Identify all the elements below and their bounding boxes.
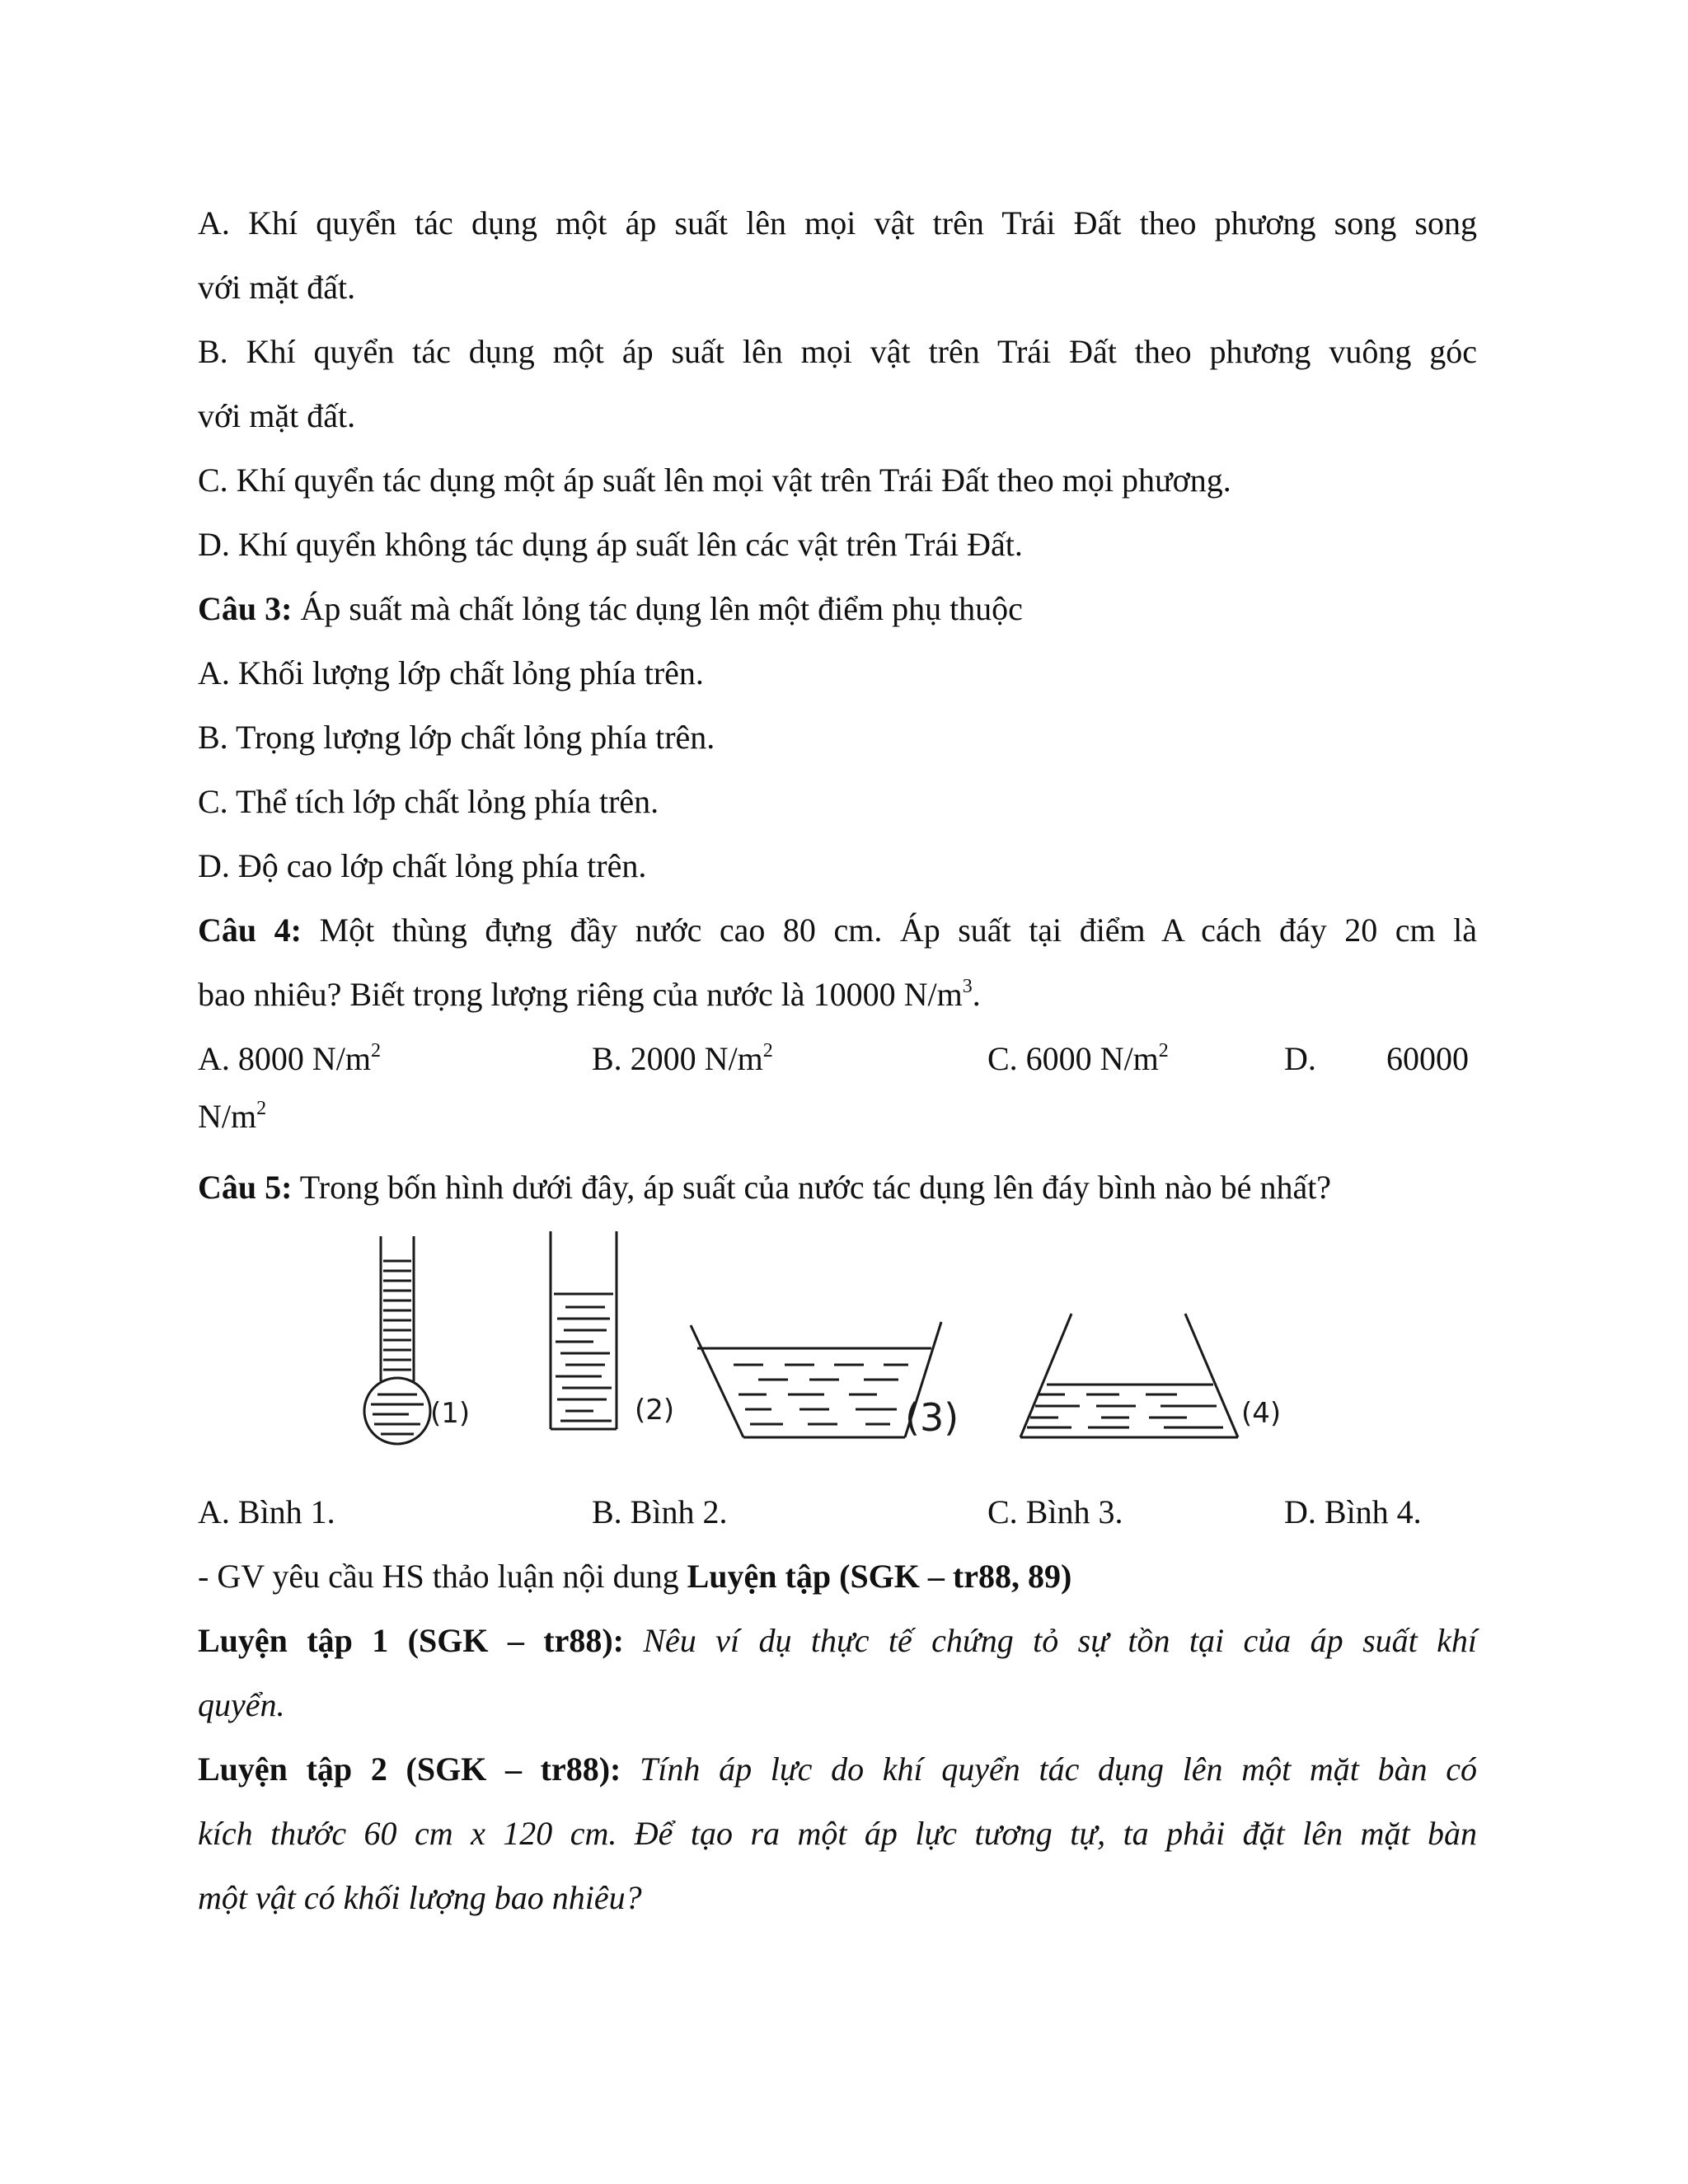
- q5-option-c: C. Bình 3.: [987, 1493, 1123, 1530]
- q3-question: [198, 577, 1477, 641]
- q4-text-line1: Một thùng đựng đầy nước cao 80 cm. Áp suất tại điểm A cách đáy 20 cm là: [301, 912, 1478, 949]
- q4-option-d-unit-text: N/m: [198, 1098, 257, 1135]
- q2-option-a-line1: A. Khí quyển tác dụng một áp suất lên mọi vật trên Trái Đất theo phương song song: [198, 204, 1477, 241]
- lt1-text-line1: Nêu ví dụ thực tế chứng tỏ sự tồn tại của áp suất khí: [623, 1622, 1478, 1659]
- q4-option-c-sup: 2: [1158, 1040, 1169, 1062]
- vessel-3: [691, 1322, 941, 1437]
- lt1-label: Luyện tập 1 (SGK – tr88):: [198, 1622, 624, 1659]
- q5-label: Câu 5:: [198, 1169, 293, 1206]
- q4-label: Câu 4:: [198, 912, 302, 949]
- lt1-line2: [198, 1673, 1477, 1737]
- vessels-illustration: [198, 1220, 1477, 1467]
- lt2-text-line3: một vật có khối lượng bao nhiêu?: [198, 1879, 642, 1916]
- q3-text: Áp suất mà chất lỏng tác dụng lên một điểm phụ thuộc: [292, 590, 1023, 627]
- q5-question: [198, 1155, 1477, 1220]
- q4-option-a: [198, 1027, 381, 1091]
- q4-question-line1: [198, 898, 1477, 963]
- vessel-2: [551, 1231, 617, 1429]
- gv-bold: Luyện tập (SGK – tr88, 89): [687, 1558, 1072, 1595]
- vessel-1-label: (1): [430, 1397, 471, 1430]
- gv-instruction: [198, 1544, 1477, 1609]
- q5-text: Trong bốn hình dưới đây, áp suất của nước tác dụng lên đáy bình nào bé nhất?: [292, 1169, 1332, 1206]
- lt2-text-line2: kích thước 60 cm x 120 cm. Để tạo ra một áp lực tương tự, ta phải đặt lên mặt bàn: [198, 1815, 1477, 1852]
- q4-question-line2: [198, 963, 1477, 1027]
- q4-option-a-text: A. 8000 N/m: [198, 1040, 371, 1077]
- vessel-1: [364, 1236, 430, 1444]
- lt1-line1: [198, 1609, 1477, 1673]
- q4-option-d-unit-sup: 2: [256, 1098, 267, 1119]
- vessel-4-label: (4): [1241, 1397, 1282, 1430]
- document-page: [198, 191, 1477, 1930]
- q5-options-row: [198, 1480, 1477, 1544]
- q4-text-line2: bao nhiêu? Biết trọng lượng riêng của nước là 10000 N/m: [198, 976, 963, 1013]
- q4-option-a-sup: 2: [371, 1040, 381, 1062]
- lt1-text-line2: quyển.: [198, 1686, 285, 1723]
- lt2-line1: [198, 1737, 1477, 1802]
- q2-option-b-line1: B. Khí quyển tác dụng một áp suất lên mọi vật trên Trái Đất theo phương vuông góc: [198, 333, 1477, 370]
- vessel-4: [1020, 1314, 1238, 1437]
- q4-option-c-text: C. 6000 N/m: [987, 1040, 1159, 1077]
- q4-text-line2-end: .: [972, 976, 981, 1013]
- q2-option-c: C. Khí quyển tác dụng một áp suất lên mọi vật trên Trái Đất theo mọi phương.: [198, 462, 1231, 499]
- vessels-figure: [198, 1220, 1477, 1467]
- q2-option-d: D. Khí quyển không tác dụng áp suất lên các vật trên Trái Đất.: [198, 526, 1023, 563]
- q3-option-b: B. Trọng lượng lớp chất lỏng phía trên.: [198, 719, 715, 756]
- q4-option-d-letter: D.: [1284, 1040, 1316, 1077]
- q2-option-a-line2: với mặt đất.: [198, 269, 356, 306]
- q4-option-b-sup: 2: [762, 1040, 773, 1062]
- q3-option-a: A. Khối lượng lớp chất lỏng phía trên.: [198, 654, 704, 691]
- gv-prefix: - GV yêu cầu HS thảo luận nội dung: [198, 1558, 687, 1595]
- q5-option-d: D. Bình 4.: [1284, 1493, 1422, 1530]
- lt2-line3: [198, 1866, 1477, 1930]
- q4-text-line2-sup: 3: [962, 976, 973, 997]
- q4-options-row: [198, 1027, 1477, 1091]
- q4-option-d-value: 60000: [1386, 1040, 1469, 1077]
- lt2-line2: [198, 1802, 1477, 1866]
- q5-option-b: B. Bình 2.: [592, 1493, 728, 1530]
- vessel-2-label: (2): [635, 1394, 675, 1427]
- q5-option-a: A. Bình 1.: [198, 1493, 335, 1530]
- lt2-text-line1: Tính áp lực do khí quyển tác dụng lên một mặt bàn có: [621, 1750, 1477, 1788]
- lt2-label: Luyện tập 2 (SGK – tr88):: [198, 1750, 621, 1788]
- vessel-3-label: (3): [905, 1395, 959, 1440]
- q3-option-d: D. Độ cao lớp chất lỏng phía trên.: [198, 847, 647, 884]
- q4-option-d-unit: [198, 1091, 1477, 1147]
- q3-option-c: C. Thể tích lớp chất lỏng phía trên.: [198, 783, 659, 820]
- q4-option-b: [592, 1027, 773, 1091]
- q4-option-b-text: B. 2000 N/m: [592, 1040, 763, 1077]
- q3-label: Câu 3:: [198, 590, 293, 627]
- q2-option-b-line2: với mặt đất.: [198, 397, 356, 434]
- q4-option-c: [987, 1027, 1169, 1091]
